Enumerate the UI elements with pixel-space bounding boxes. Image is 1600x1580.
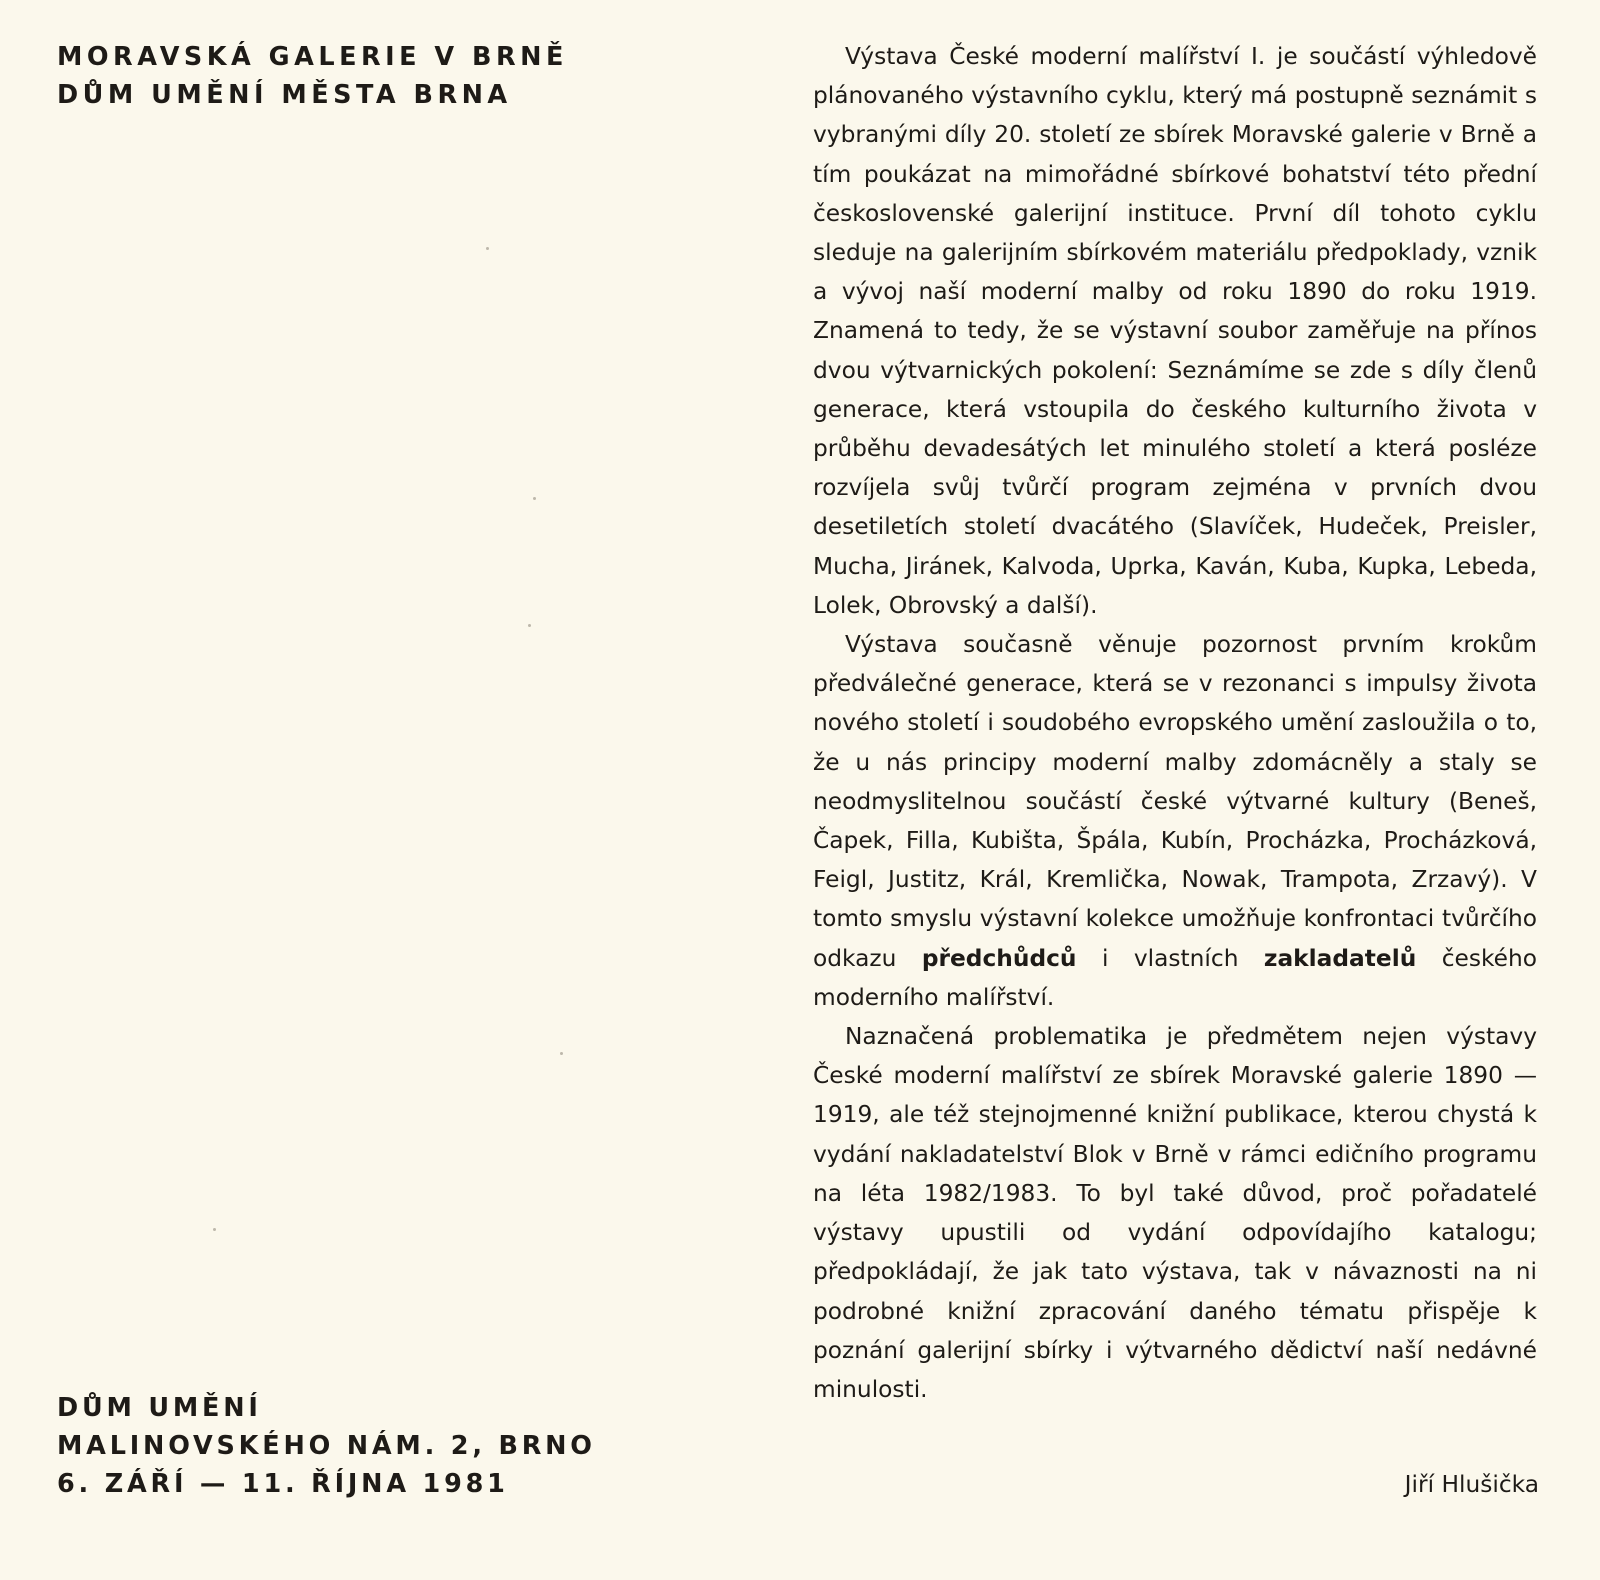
- paragraph-2-mid: i vlastních: [1076, 944, 1264, 972]
- author-signature: Jiří Hlušička: [1404, 1471, 1539, 1498]
- bold-term-founders: zakladatelů: [1263, 944, 1417, 972]
- bold-term-predecessors: předchůdců: [921, 944, 1077, 972]
- paragraph-1: Výstava České moderní malířství I. je součástí výhledově plánovaného výstavního cyklu, který má postupně seznámit s vybranými díly 20. století ze sbírek Moravské galerie v Brně a tím poukázat na mimořádné sbírkové bohatství této přední československé galerijní instituce. První díl tohoto cyklu sleduje na galerijním sbírkovém materiálu předpoklady, vznik a vývoj naší moderní malby od roku 1890 do roku 1919. Znamená to tedy, že se výstavní soubor zaměřuje na přínos dvou výtvarnických pokolení: Seznámíme se zde s díly členů generace, která vstoupila do českého kulturního života v průběhu devadesátých let minulého století a která posléze rozvíjela svůj tvůrčí program zejména v prvních dvou desetiletích století dvacátého (Slavíček, Hudeček, Preisler, Mucha, Jiránek, Kalvoda, Uprka, Kaván, Kuba, Kupka, Lebeda, Lolek, Obrovský a další).: [813, 43, 1537, 619]
- paragraph-2-end: českého moderního malířství.: [813, 944, 1537, 1011]
- exhibition-dates: 6. ZÁŘÍ — 11. ŘÍJNA 1981: [57, 1469, 509, 1499]
- paper-speck: [533, 497, 536, 500]
- house-of-art-name: DŮM UMĚNÍ MĚSTA BRNA: [57, 80, 512, 110]
- paragraph-2: [813, 625, 1537, 1017]
- paper-speck: [486, 247, 489, 250]
- paper-speck: [560, 1052, 563, 1055]
- article-text: [813, 37, 1537, 1409]
- publisher-header: [57, 38, 677, 114]
- venue-name: DŮM UMĚNÍ: [57, 1393, 262, 1423]
- paragraph-3: Naznačená problematika je předmětem nejen výstavy České moderní malířství ze sbírek Moravské galerie 1890 — 1919, ale též stejnojmenné knižní publikace, kterou chystá k vydání nakladatelství Blok v Brně v rámci edičního programu na léta 1982/1983. To byl také důvod, proč pořadatelé výstavy upustili od vydání odpovídajího katalogu; předpokládají, že jak tato výstava, tak v návaznosti na ni podrobné knižní zpracování daného tématu přispěje k poznání galerijní sbírky i výtvarného dědictví naší nedávné minulosti.: [813, 1023, 1537, 1403]
- gallery-name: MORAVSKÁ GALERIE V BRNĚ: [57, 42, 568, 72]
- paper-speck: [213, 1228, 216, 1231]
- paragraph-2-start: Výstava současně věnuje pozornost prvním krokům předválečné generace, která se v rezonanci s impulsy života nového století i soudobého evropského umění zasloužila o to, že u nás principy moderní malby zdomácněly a staly se neodmyslitelnou součástí české výtvarné kultury (Beneš, Čapek, Filla, Kubišta, Špála, Kubín, Procházka, Procházková, Feigl, Justitz, Král, Kremlička, Nowak, Trampota, Zrzavý). V tomto smyslu výstavní kolekce umožňuje konfrontaci tvůrčího odkazu: [813, 631, 1537, 972]
- venue-address: MALINOVSKÉHO NÁM. 2, BRNO: [57, 1431, 596, 1461]
- venue-info: [57, 1389, 677, 1503]
- paper-speck: [528, 624, 531, 627]
